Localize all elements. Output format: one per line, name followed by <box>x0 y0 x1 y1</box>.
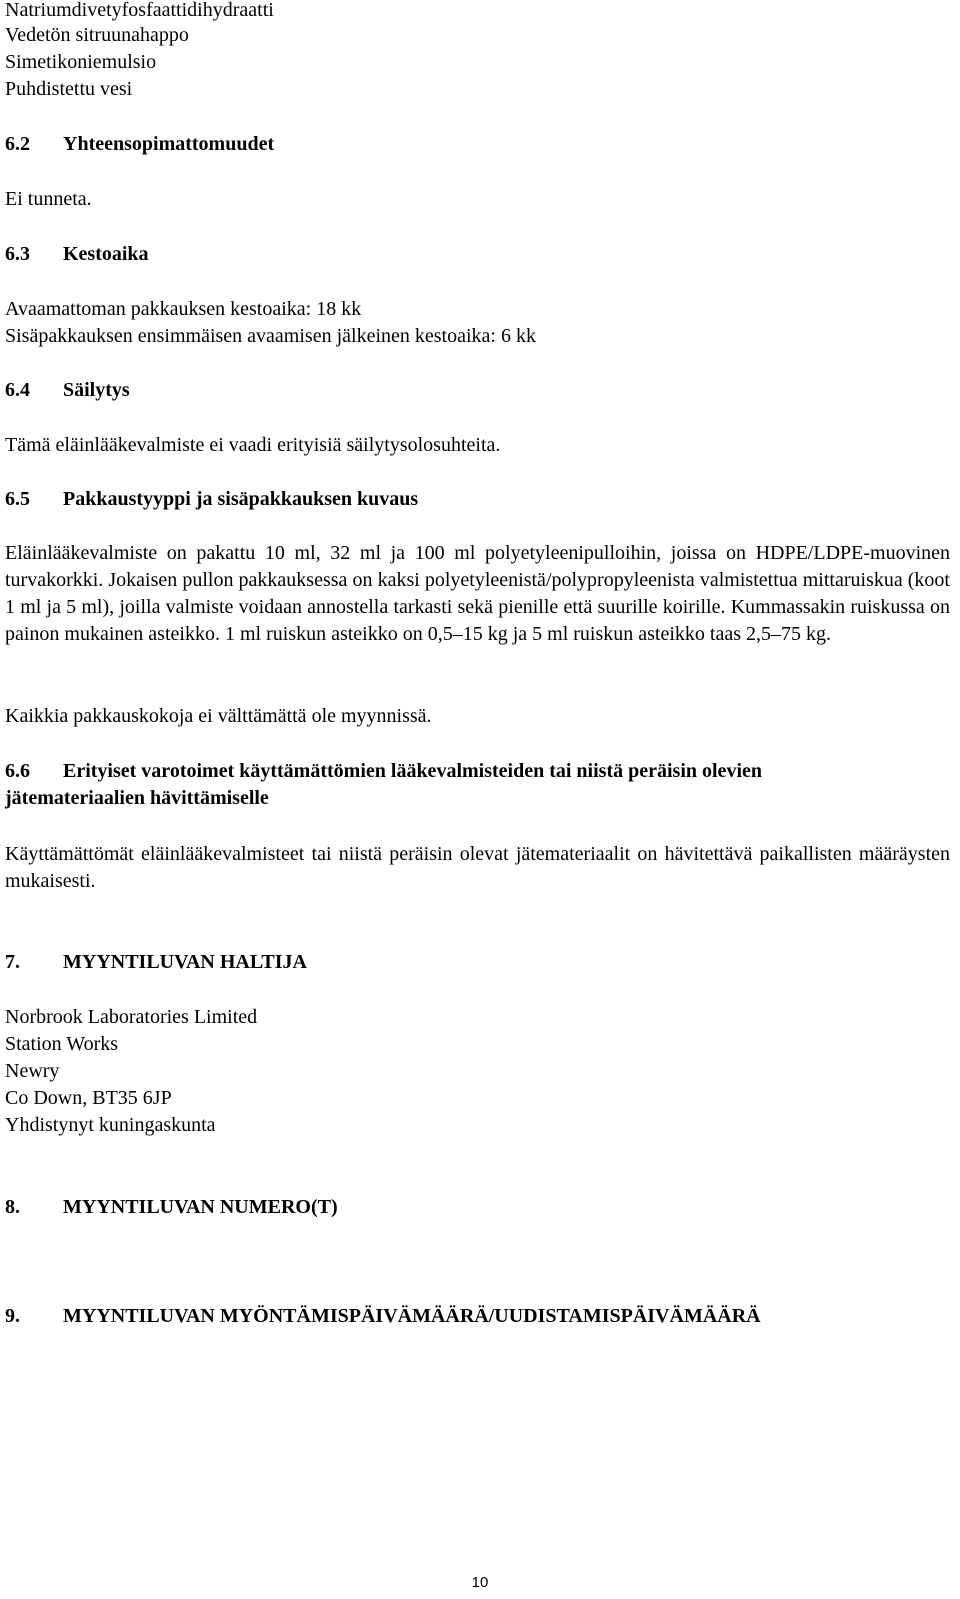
section-number: 6.5 <box>5 488 30 510</box>
section-number: 8. <box>5 1196 20 1218</box>
section-heading-6-3 <box>5 241 149 268</box>
section-heading-6-2 <box>5 131 274 158</box>
section-title: MYYNTILUVAN MYÖNTÄMISPÄIVÄMÄÄRÄ/UUDISTAMISPÄIVÄMÄÄRÄ <box>63 1305 761 1327</box>
page-number: 10 <box>471 1574 489 1591</box>
address-line: Newry <box>5 1060 60 1082</box>
section-title: MYYNTILUVAN NUMERO(T) <box>63 1196 338 1218</box>
section-text: Avaamattoman pakkauksen kestoaika: 18 kk <box>5 298 362 320</box>
composition-item: Puhdistettu vesi <box>5 78 133 100</box>
section-title: Pakkaustyyppi ja sisäpakkauksen kuvaus <box>63 488 419 510</box>
composition-item: Vedetön sitruunahappo <box>5 24 189 46</box>
address-line: Co Down, BT35 6JP <box>5 1087 172 1109</box>
section-heading-6-4 <box>5 377 130 404</box>
composition-item: Natriumdivetyfosfaattidihydraatti <box>5 0 274 21</box>
section-number: 6.3 <box>5 243 30 265</box>
section-number: 6.6 <box>5 760 30 782</box>
document-page <box>5 0 955 1599</box>
composition-item: Simetikoniemulsio <box>5 51 157 73</box>
section-title-continued: jätemateriaalien hävittämiselle <box>5 787 269 809</box>
section-text: Sisäpakkauksen ensimmäisen avaamisen jälkeinen kestoaika: 6 kk <box>5 325 536 347</box>
section-number: 6.2 <box>5 133 30 155</box>
section-title: MYYNTILUVAN HALTIJA <box>63 951 307 973</box>
section-paragraph: Käyttämättömät eläinlääkevalmisteet tai niistä peräisin olevat jätemateriaalit on hävitettävä paikallisten määräysten mukaisesti. <box>5 843 950 892</box>
section-paragraph: Eläinlääkevalmiste on pakattu 10 ml, 32 ml ja 100 ml polyetyleenipulloihin, joissa on HDPE/LDPE-muovinen turvakorkki. Jokaisen pullon pakkauksessa on kaksi polyetyleenistä/polypropyleenista valmistettua mittaruiskua (koot 1 ml ja 5 ml), joilla valmiste voidaan annostella tarkasti sekä pienille että suurille koirille. Kummassakin ruiskussa on painon mukainen asteikko. 1 ml ruiskun asteikko on 0,5–15 kg ja 5 ml ruiskun asteikko taas 2,5–75 kg. <box>5 542 950 645</box>
section-note: Kaikkia pakkauskokoja ei välttämättä ole myynnissä. <box>5 705 432 727</box>
section-number: 9. <box>5 1305 20 1327</box>
section-heading-6-6 <box>5 758 762 785</box>
address-line: Station Works <box>5 1033 119 1055</box>
address-line: Yhdistynyt kuningaskunta <box>5 1114 216 1136</box>
section-title: Yhteensopimattomuudet <box>63 133 275 155</box>
section-title: Kestoaika <box>63 243 149 265</box>
section-number: 7. <box>5 951 20 973</box>
section-text: Ei tunneta. <box>5 188 92 210</box>
section-heading-9 <box>5 1303 761 1330</box>
section-number: 6.4 <box>5 379 30 401</box>
section-heading-8 <box>5 1194 338 1221</box>
section-text: Tämä eläinlääkevalmiste ei vaadi erityisiä säilytysolosuhteita. <box>5 434 501 456</box>
section-heading-7 <box>5 949 307 976</box>
section-heading-6-5 <box>5 486 418 513</box>
address-line: Norbrook Laboratories Limited <box>5 1006 258 1028</box>
section-title: Erityiset varotoimet käyttämättömien lääkevalmisteiden tai niistä peräisin olevien <box>63 760 762 782</box>
section-title: Säilytys <box>63 379 130 401</box>
